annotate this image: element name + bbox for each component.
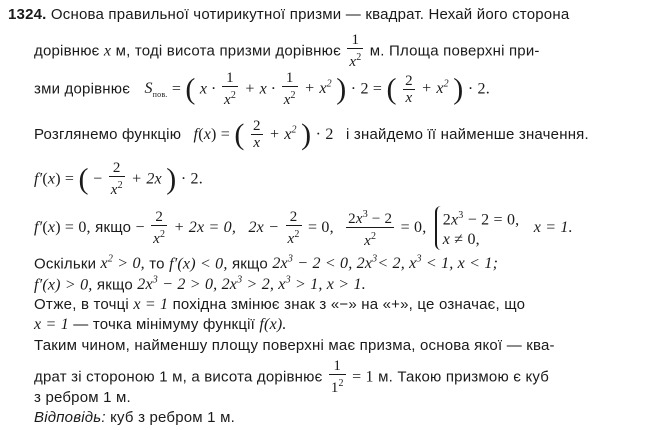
problem-line-8 xyxy=(34,275,366,294)
problem-line-2 xyxy=(34,32,540,71)
paren-close: ) xyxy=(301,118,312,151)
text-consider: Розглянемо функцію xyxy=(34,125,182,143)
math-paren: ( xyxy=(198,125,204,143)
math-term: f(x). xyxy=(259,316,287,333)
fraction: $\frac{1}{x^2}$ xyxy=(223,70,237,108)
fraction: $\frac{2}{x^2}$ xyxy=(153,208,166,247)
math-term: · 2 xyxy=(315,125,334,143)
system-row-2: x ≠ 0, xyxy=(442,231,480,249)
math-term: + $x^2$ xyxy=(421,79,449,98)
math-term: x = 1. xyxy=(533,219,573,237)
text-yakshcho: якщо xyxy=(231,255,268,273)
system-row-1: $2x^3 - 2 = 0$, xyxy=(442,210,520,229)
text-zmy: зми дорівнює xyxy=(34,80,131,98)
fraction: $\frac{2}{x^2}$ xyxy=(287,208,300,247)
math-term: · 2. xyxy=(180,170,203,188)
text-yakshcho: якщо xyxy=(96,276,133,294)
text-surface: м. Площа поверхні при- xyxy=(369,42,540,60)
fraction: $\frac{2}{x^2}$ xyxy=(110,160,123,198)
math-term: + x · xyxy=(244,80,276,98)
text-doriviuie: дорівнює xyxy=(34,42,100,60)
math-term: (x) = 0, xyxy=(42,219,91,237)
math-eq: = xyxy=(171,80,186,98)
answer-label: Відповідь: xyxy=(34,409,106,426)
problem-line-6 xyxy=(34,206,573,250)
math-x: x xyxy=(103,42,112,60)
text-edge: з ребром 1 м. xyxy=(34,389,131,406)
paren-open: ( xyxy=(386,72,397,106)
problem-line-7 xyxy=(34,254,498,273)
math-x: x xyxy=(203,125,212,143)
math-fprime: f′ xyxy=(34,219,43,237)
answer-line xyxy=(34,409,235,426)
problem-line-3 xyxy=(34,70,490,109)
math-fx: f xyxy=(193,125,199,143)
problem-line-4 xyxy=(34,118,589,152)
math-term: = 0, xyxy=(400,219,427,237)
math-term: · 2 = xyxy=(350,80,383,98)
math-term: + $x^2$ xyxy=(304,79,332,98)
paren-close: ) xyxy=(453,72,464,106)
math-term: $2x^3 - 2 > 0$, $2x^3 > 2$, $x^3 > 1$, x > 1. xyxy=(137,275,366,294)
math-term: $x^2 > 0$, xyxy=(100,254,145,273)
system-of-equations xyxy=(435,206,520,250)
math-paren: ) = xyxy=(211,125,230,143)
math-term: x = 1 xyxy=(133,296,169,313)
text-conclusion: Таким чином, найменшу площу поверхні має призма, основа якої — ква- xyxy=(34,337,555,354)
text-otzhe: Отже, в точці xyxy=(34,296,129,313)
text-sign-change: похідна змінює знак з «−» на «+», це означає, що xyxy=(172,296,526,313)
fraction-1-over-x2: $\frac{1}{x^2}$ xyxy=(349,32,362,70)
math-term: x = 1 xyxy=(34,316,69,333)
math-term: · 2. xyxy=(467,80,490,98)
fraction-1-over-1sq: $\frac{1}{1^2}$ xyxy=(330,358,344,396)
paren-close: ) xyxy=(336,72,347,106)
math-paren: ( xyxy=(42,170,48,188)
paren-open: ( xyxy=(185,72,196,106)
math-fprime: f′ xyxy=(34,170,43,188)
fraction: $\frac{1}{x^2}$ xyxy=(283,70,296,108)
math-minus: − xyxy=(135,219,145,237)
problem-number: 1324. xyxy=(8,6,47,23)
math-term: x · xyxy=(199,80,216,98)
paren-close: ) xyxy=(166,162,177,196)
text-height: м, тоді висота призми дорівнює xyxy=(115,42,341,60)
math-term: f′(x) < 0, xyxy=(169,255,228,273)
math-x: x xyxy=(47,170,56,188)
math-term: 2x − xyxy=(248,219,280,237)
problem-line-1 xyxy=(8,6,569,23)
math-term: + 2x = 0, xyxy=(173,219,237,237)
math-term: = 0, xyxy=(307,219,334,237)
math-term: = 1 xyxy=(352,368,374,386)
math-paren: ) = xyxy=(55,170,75,188)
text-minimum: — точка мінімуму функції xyxy=(73,316,256,333)
math-term: + $x^2$ xyxy=(269,124,297,143)
math-minus: − xyxy=(93,170,103,188)
paren-open: ( xyxy=(234,118,245,151)
math-s-surface: $S_{пов.}$ xyxy=(144,80,168,100)
problem-line-5 xyxy=(34,160,203,199)
problem-text-1: Основа правильної чотирикутної призми — квадрат. Нехай його сторона xyxy=(50,6,570,23)
math-term: $2x^3 - 2 < 0$, $2x^3< 2$, $x^3 < 1$, x < 1; xyxy=(272,254,499,273)
math-term: f′(x) > 0, xyxy=(34,276,93,294)
text-yakshcho: якщо xyxy=(95,219,132,237)
text-to: то xyxy=(149,255,165,273)
math-term: + 2x xyxy=(131,170,162,188)
fraction: $\frac{2}{x}$ xyxy=(405,72,413,106)
paren-open: ( xyxy=(78,162,89,196)
text-side: драт зі стороною 1 м, а висота дорівнює xyxy=(34,368,323,386)
problem-line-11 xyxy=(34,337,555,354)
text-cube: м. Такою призмою є куб xyxy=(378,368,550,386)
text-find-min: і знайдемо її найменше значення. xyxy=(345,125,589,143)
fraction: $\frac{2x^3 - 2}{x^2}$ xyxy=(348,208,393,249)
problem-line-10 xyxy=(34,316,287,334)
fraction: $\frac{2}{x}$ xyxy=(252,118,261,151)
problem-line-9 xyxy=(34,296,525,314)
problem-line-13 xyxy=(34,389,131,406)
text-oskilky: Оскільки xyxy=(34,255,97,273)
answer-text: куб з ребром 1 м. xyxy=(110,409,235,426)
